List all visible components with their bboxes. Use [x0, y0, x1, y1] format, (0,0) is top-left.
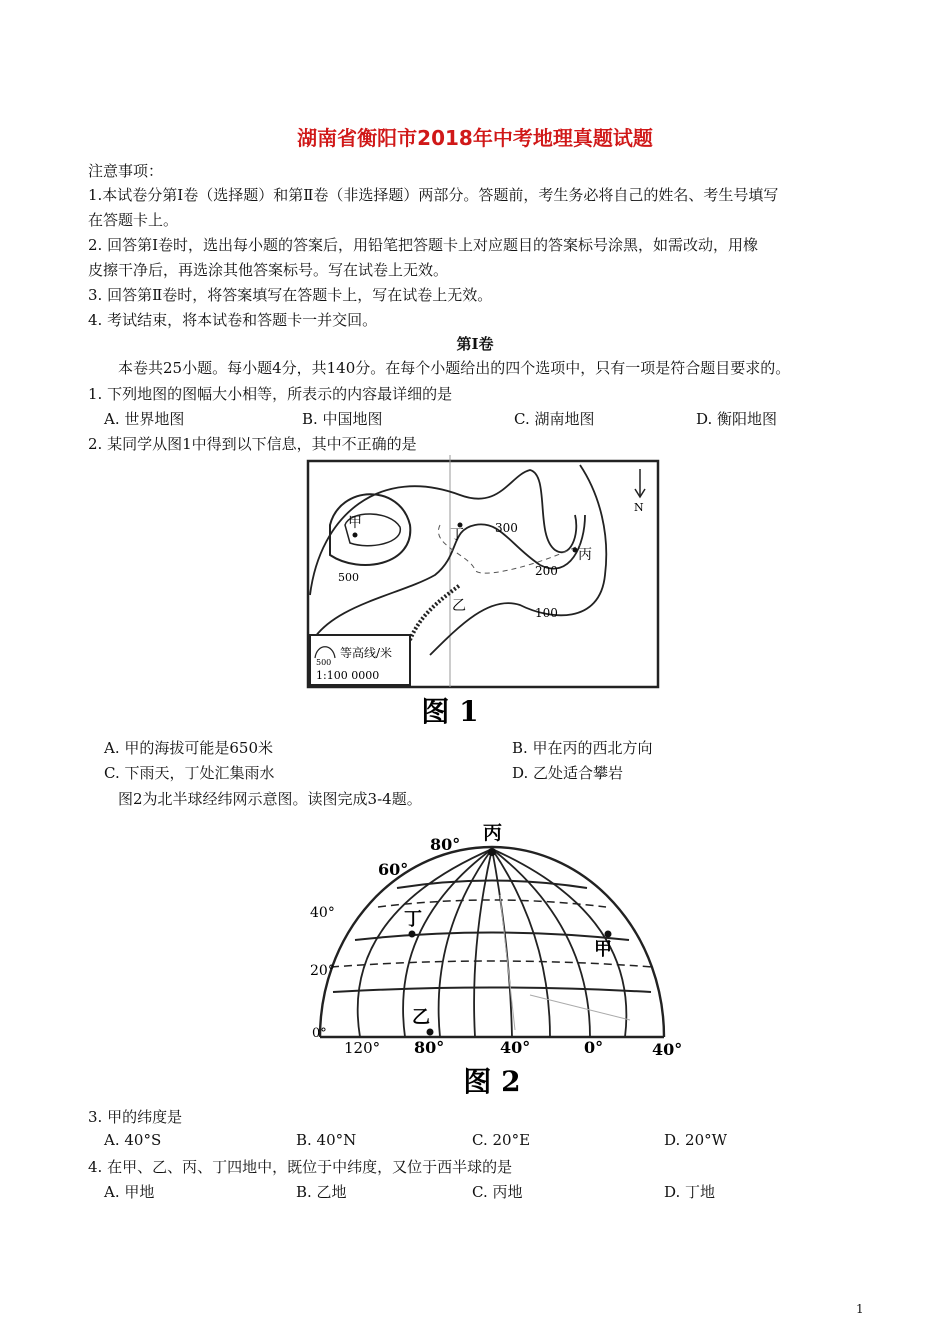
- label-yi: 乙: [412, 1007, 430, 1028]
- meridian: [474, 849, 492, 1037]
- lon-label-40-right: 40°: [652, 1040, 683, 1059]
- point-bing-dot: [488, 848, 496, 856]
- point-jia-dot: [605, 931, 612, 938]
- point-bing-dot: [573, 548, 578, 553]
- figure-1-contour-map: [300, 455, 666, 735]
- label-jia: 甲: [348, 515, 362, 531]
- point-ding-dot: [409, 931, 416, 938]
- q1-option-a: A. 世界地图: [104, 410, 185, 428]
- legend-contour-label: 等高线/米: [340, 646, 393, 660]
- arctic-dashed-line: [378, 900, 606, 907]
- notice-line: 3. 回答第Ⅱ卷时，将答案填写在答题卡上，写在试卷上无效。: [88, 286, 493, 304]
- legend-sample: 500: [316, 658, 332, 667]
- q4-option-b: B. 乙地: [296, 1183, 347, 1201]
- q1-option-c: C. 湖南地图: [514, 410, 595, 428]
- q1-option-d: D. 衡阳地图: [696, 410, 778, 428]
- label-ding: 丁: [450, 527, 464, 543]
- question-3-stem: 3. 甲的纬度是: [88, 1108, 183, 1126]
- meridian: [439, 849, 492, 1037]
- faint-line: [530, 995, 630, 1020]
- label-bing: 丙: [483, 822, 503, 844]
- notice-heading: 注意事项：: [88, 162, 164, 180]
- q2-option-d: D. 乙处适合攀岩: [512, 764, 624, 782]
- lon-label-40: 40°: [500, 1038, 531, 1057]
- page-number: 1: [856, 1302, 864, 1316]
- notice-line: 4. 考试结束，将本试卷和答题卡一并交回。: [88, 311, 378, 329]
- q2-option-a: A. 甲的海拔可能是650米: [104, 739, 273, 757]
- label-bing: 丙: [578, 547, 592, 563]
- question-2-stem: 2. 某同学从图1中得到以下信息，其中不正确的是: [88, 435, 417, 453]
- q2-option-c: C. 下雨天，丁处汇集雨水: [104, 764, 275, 782]
- section-intro: 本卷共25小题。每小题4分，共140分。在每个小题给出的四个选项中，只有一项是符合题目要求的。: [118, 359, 791, 377]
- q4-option-d: D. 丁地: [664, 1183, 716, 1201]
- q3-option-b: B. 40°N: [296, 1131, 357, 1149]
- equator-outer-arc: [320, 847, 664, 1037]
- contour-500: [330, 494, 410, 565]
- label-jia: 甲: [594, 939, 612, 960]
- lat-label-40: 40°: [310, 905, 335, 921]
- q3-option-a: A. 40°S: [104, 1131, 162, 1149]
- q4-option-a: A. 甲地: [104, 1183, 155, 1201]
- lon-label-0: 0°: [584, 1038, 604, 1057]
- north-label: N: [634, 501, 644, 514]
- contour-label-200: 200: [535, 564, 558, 578]
- figure-2-graticule: [300, 815, 700, 1100]
- parallel-40: [355, 933, 629, 941]
- contour-label-100: 100: [535, 606, 558, 620]
- figure-2-caption: 图 2: [463, 1065, 521, 1098]
- point-jia-dot: [353, 533, 358, 538]
- meridian: [492, 849, 550, 1037]
- question-1-stem: 1. 下列地图的图幅大小相等，所表示的内容最详细的是: [88, 385, 453, 403]
- tropic-dashed-line: [331, 961, 653, 967]
- notice-line: 1.本试卷分第Ⅰ卷（选择题）和第Ⅱ卷（非选择题）两部分。答题前，考生务必将自己的姓名、考生号填写: [88, 186, 779, 204]
- contour-label-500: 500: [338, 571, 359, 584]
- q4-option-c: C. 丙地: [472, 1183, 523, 1201]
- label-ding: 丁: [404, 909, 422, 930]
- faint-line: [500, 895, 515, 1030]
- point-yi-dot: [427, 1029, 434, 1036]
- figure-2-intro: 图2为北半球经纬网示意图。读图完成3-4题。: [118, 790, 422, 808]
- lat-label-80: 80°: [430, 835, 461, 854]
- notice-line: 皮擦干净后，再选涂其他答案标号。写在试卷上无效。: [88, 261, 449, 279]
- notice-line: 在答题卡上。: [88, 211, 179, 229]
- contour-label-300: 300: [495, 521, 518, 535]
- q2-option-b: B. 甲在丙的西北方向: [512, 739, 653, 757]
- lon-label-80: 80°: [414, 1038, 445, 1057]
- lon-label-120: 120°: [344, 1039, 381, 1057]
- lat-label-20: 20°: [310, 963, 335, 979]
- q1-option-b: B. 中国地图: [302, 410, 383, 428]
- figure-1-caption: 图 1: [421, 695, 479, 728]
- q3-option-d: D. 20°W: [664, 1131, 728, 1149]
- lat-label-60: 60°: [378, 860, 409, 879]
- q3-option-c: C. 20°E: [472, 1131, 531, 1149]
- section-title: 第Ⅰ卷: [456, 335, 494, 353]
- legend-scale: 1:100 0000: [316, 669, 380, 682]
- label-yi: 乙: [452, 598, 466, 614]
- page-title: 湖南省衡阳市2018年中考地理真题试题: [297, 126, 653, 150]
- parallel-20: [333, 988, 651, 993]
- lat-label-0: 0°: [312, 1026, 327, 1041]
- notice-line: 2. 回答第Ⅰ卷时，选出每小题的答案后，用铅笔把答题卡上对应题目的答案标号涂黑，如需改动，用橡: [88, 236, 759, 254]
- question-4-stem: 4. 在甲、乙、丙、丁四地中，既位于中纬度，又位于西半球的是: [88, 1158, 513, 1176]
